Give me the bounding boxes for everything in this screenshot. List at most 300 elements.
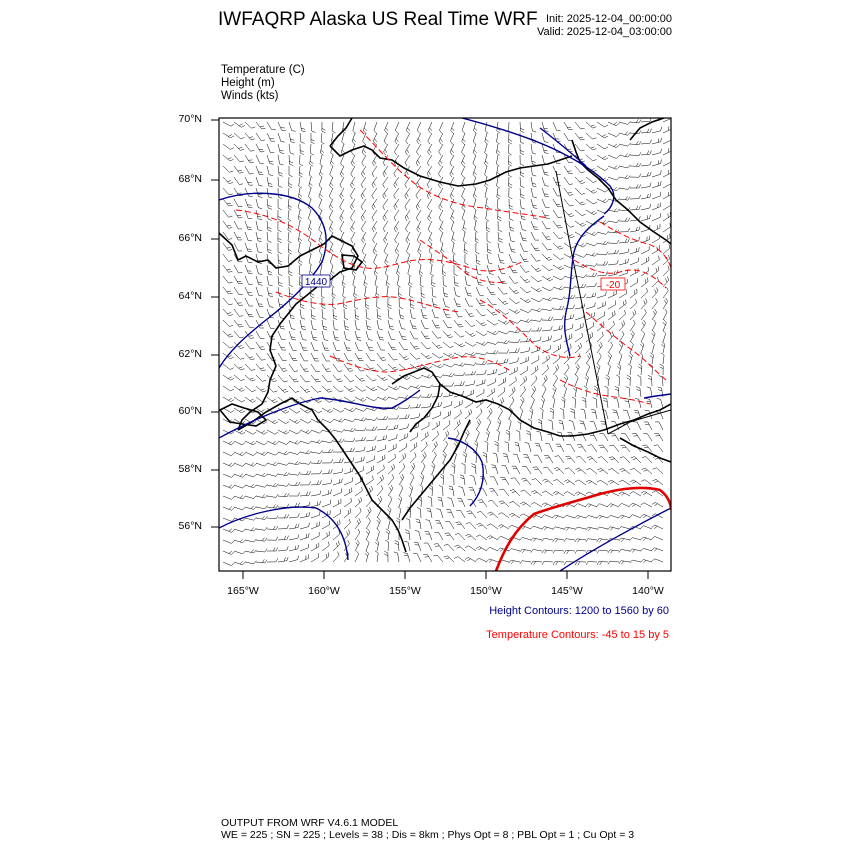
wind-barb	[487, 331, 498, 335]
wind-barb	[542, 550, 553, 554]
wind-barb	[586, 273, 597, 277]
wind-barb	[443, 431, 449, 442]
wind-barb	[223, 221, 232, 228]
wind-barb	[394, 188, 399, 199]
wind-barb	[432, 431, 439, 441]
wind-barb	[300, 309, 305, 319]
wind-barb	[278, 276, 283, 286]
wind-barb	[473, 133, 476, 144]
wind-barb	[322, 500, 331, 507]
wind-barb	[245, 144, 254, 151]
wind-barb	[620, 457, 630, 463]
wind-barb	[429, 243, 432, 254]
wind-barb	[542, 232, 551, 240]
wind-barb	[245, 539, 256, 542]
wind-barb	[351, 155, 355, 166]
wind-barb	[485, 133, 489, 144]
wind-barb	[531, 550, 542, 553]
wind-barb	[474, 199, 477, 210]
wind-barb	[496, 144, 500, 155]
wind-barb	[388, 364, 398, 370]
wind-barb	[564, 364, 569, 375]
wind-barb	[442, 265, 446, 276]
wind-barb	[256, 484, 267, 487]
wind-barb	[463, 452, 467, 463]
wind-barb	[234, 144, 244, 150]
wind-barb	[531, 265, 541, 272]
wind-barb	[410, 385, 421, 389]
wind-barb	[663, 201, 671, 210]
wind-barb	[278, 514, 289, 518]
wind-barb	[420, 276, 423, 287]
wind-barb	[476, 361, 487, 365]
wind-barb	[630, 515, 641, 518]
wind-barb	[597, 199, 608, 203]
wind-barb	[454, 287, 460, 297]
wind-barb	[590, 421, 597, 430]
wind-barb	[520, 338, 531, 342]
wind-barb	[353, 276, 356, 287]
wind-barb	[465, 320, 475, 327]
wind-barb	[388, 397, 399, 400]
wind-barb	[289, 493, 300, 497]
wind-barb	[384, 551, 388, 562]
wind-barb	[630, 268, 638, 276]
wind-barb	[333, 552, 339, 562]
wind-barb	[575, 304, 585, 310]
wind-barb	[619, 480, 630, 485]
border-lines	[556, 171, 671, 434]
wind-barb	[333, 478, 342, 485]
wind-barb	[319, 199, 322, 210]
wind-barb	[267, 452, 278, 455]
wind-barb	[652, 536, 663, 540]
wind-barb	[300, 502, 310, 507]
wind-barb	[319, 177, 322, 188]
wind-barb	[490, 477, 498, 485]
wind-barb	[553, 550, 564, 553]
wind-barb	[395, 122, 399, 133]
wind-barb	[322, 459, 333, 463]
wind-barb	[476, 320, 487, 326]
wind-barb	[395, 243, 399, 254]
wind-barb	[234, 364, 244, 370]
wind-barb	[663, 223, 670, 232]
wind-barb	[256, 353, 265, 360]
wind-barb	[455, 533, 465, 540]
wind-barb	[586, 516, 597, 519]
wind-barb	[459, 487, 465, 496]
wind-barb	[652, 256, 659, 265]
wind-barb	[627, 375, 631, 386]
wind-barb	[432, 309, 439, 318]
wind-barb	[340, 221, 344, 232]
wind-barb	[344, 438, 355, 442]
wind-barb	[267, 287, 273, 297]
wind-barb	[386, 529, 390, 540]
wind-barb	[657, 399, 663, 409]
wind-barb	[278, 525, 289, 529]
wind-barb	[564, 275, 575, 279]
wind-barb	[575, 562, 586, 566]
wind-barb	[223, 529, 234, 533]
wind-barb	[322, 479, 332, 485]
wind-barb	[619, 331, 624, 342]
wind-barb	[377, 320, 383, 330]
wind-barb	[473, 144, 477, 155]
wind-barb	[553, 265, 564, 270]
wind-barb	[421, 422, 429, 430]
wind-barb	[511, 478, 520, 485]
wind-barb	[311, 309, 316, 319]
wind-barb	[410, 375, 421, 379]
wind-barb	[383, 221, 388, 232]
wind-barb	[245, 364, 255, 371]
wind-barb	[406, 232, 410, 243]
wind-barb	[566, 444, 575, 452]
wind-barb	[417, 232, 421, 243]
wind-barb	[388, 298, 392, 309]
wind-barb	[531, 318, 542, 321]
wind-barb	[398, 496, 402, 507]
wind-barb	[531, 199, 537, 209]
wind-barb	[570, 409, 575, 419]
wind-barb	[652, 170, 661, 177]
wind-barb	[366, 466, 374, 474]
wind-barb	[509, 560, 520, 564]
wind-barb	[333, 541, 339, 551]
wind-barb	[465, 430, 469, 441]
wind-barb	[388, 464, 395, 474]
wind-barb	[223, 441, 234, 445]
wind-barb	[586, 283, 597, 287]
wind-barb	[586, 199, 597, 204]
wind-barb	[426, 520, 433, 529]
wind-barb	[234, 232, 242, 240]
wind-barb	[598, 457, 608, 463]
wind-barb	[333, 408, 344, 412]
wind-barb	[443, 441, 448, 452]
wind-barb	[533, 467, 542, 474]
wind-barb	[311, 342, 318, 351]
wind-barb	[320, 144, 324, 155]
wind-barb	[309, 166, 312, 177]
wind-barb	[278, 254, 282, 265]
wind-barb	[552, 397, 555, 408]
wind-barb	[245, 342, 255, 349]
wind-barb	[531, 232, 539, 240]
wind-barb	[498, 309, 509, 315]
wind-barb	[428, 144, 433, 155]
wind-barb	[476, 409, 482, 419]
wind-barb	[553, 122, 561, 131]
wind-barb	[300, 133, 305, 143]
wind-barb	[322, 331, 328, 341]
wind-barb	[397, 276, 400, 287]
wind-barb	[450, 177, 454, 188]
wind-barb	[234, 463, 245, 466]
wind-barb	[385, 254, 389, 265]
wind-barb	[663, 309, 667, 320]
wind-barb	[289, 265, 293, 276]
lon-label-155w: 155°W	[389, 585, 421, 597]
wind-barb	[520, 254, 529, 262]
wind-barb	[619, 503, 630, 507]
wind-barb	[641, 161, 651, 166]
wind-barb	[439, 133, 443, 144]
wind-barb	[616, 375, 619, 386]
wind-barb	[586, 504, 597, 508]
wind-barb	[362, 232, 366, 243]
temperature-contour-bold	[496, 488, 671, 571]
wind-barb	[619, 300, 626, 309]
wind-barb	[388, 454, 395, 463]
wind-barb	[610, 433, 619, 441]
wind-barb	[461, 155, 465, 166]
wind-barb	[509, 501, 520, 507]
wind-barb	[544, 455, 553, 463]
wind-barb	[300, 481, 311, 485]
wind-barb	[440, 232, 443, 243]
wind-barb	[300, 492, 311, 497]
wind-barb	[564, 527, 575, 531]
wind-barb	[234, 155, 244, 162]
wind-barb	[597, 301, 605, 309]
wind-barb	[450, 474, 454, 485]
wind-barb	[581, 409, 586, 419]
wind-barb	[374, 254, 378, 265]
map-frame	[219, 118, 671, 571]
wind-barb	[388, 496, 392, 507]
wind-barb	[473, 166, 477, 177]
wind-barb	[498, 331, 509, 334]
wind-barb	[575, 539, 586, 543]
wind-barb	[289, 287, 293, 298]
wind-barb	[289, 534, 299, 540]
wind-barb	[311, 543, 319, 551]
wind-barb	[344, 419, 355, 422]
wind-barb	[476, 547, 487, 551]
wind-barb	[485, 122, 488, 133]
wind-barb	[278, 353, 287, 361]
wind-barb	[289, 452, 300, 455]
wind-barb	[575, 550, 586, 553]
wind-barb	[441, 243, 445, 254]
wind-barb	[223, 265, 232, 272]
wind-barb	[542, 365, 549, 375]
wind-barb	[443, 298, 450, 307]
wind-barb	[564, 539, 575, 542]
wind-barb	[520, 188, 525, 198]
wind-barb	[223, 254, 232, 261]
wind-barb	[476, 535, 487, 540]
wind-barbs	[223, 114, 671, 565]
wind-barb	[267, 483, 278, 487]
wind-barb	[256, 287, 263, 296]
wind-barb	[344, 448, 355, 452]
wind-barb	[377, 465, 384, 474]
wind-barb	[538, 419, 542, 430]
wind-barb	[487, 350, 498, 354]
wind-barb	[245, 188, 253, 196]
wind-barb	[289, 155, 293, 166]
wind-barb	[383, 166, 388, 177]
wind-barb	[443, 452, 447, 463]
wind-barb	[234, 221, 242, 229]
wind-barb	[245, 561, 256, 564]
wind-barb	[531, 376, 537, 386]
wind-barb	[342, 276, 346, 287]
wind-barb	[311, 553, 319, 562]
wind-barb	[641, 129, 652, 133]
wind-barb	[278, 504, 289, 508]
wind-barb	[542, 561, 553, 565]
wind-barb	[502, 466, 510, 475]
wind-barb	[465, 380, 475, 386]
wind-barb	[289, 524, 299, 529]
wind-barb	[520, 376, 527, 386]
wind-barb	[652, 479, 663, 485]
wind-barb	[520, 232, 527, 241]
wind-barb	[454, 363, 465, 367]
wind-barb	[300, 353, 308, 361]
wind-barb	[454, 420, 460, 430]
wind-barb	[553, 232, 563, 239]
wind-barb	[619, 218, 630, 222]
wind-barb	[223, 144, 234, 149]
wind-barb	[278, 210, 282, 221]
wind-barb	[355, 397, 366, 401]
wind-barb	[399, 364, 410, 370]
wind-barb	[289, 545, 299, 551]
wind-barb	[223, 507, 234, 511]
wind-barb	[350, 210, 355, 221]
wind-barb	[520, 386, 526, 397]
wind-barb	[289, 122, 296, 131]
wind-barb	[454, 298, 461, 307]
wind-barb	[245, 199, 252, 208]
wind-barb	[632, 434, 641, 442]
wind-barb	[267, 515, 278, 518]
wind-barb	[586, 144, 596, 150]
wind-barb	[608, 177, 619, 180]
wind-barb	[575, 504, 586, 507]
wind-barb	[443, 411, 451, 419]
wind-barb	[377, 331, 384, 340]
wind-barb	[542, 297, 553, 301]
wind-barb	[478, 500, 487, 507]
wind-barb	[531, 155, 536, 165]
wind-barb	[439, 485, 443, 496]
wind-barb	[300, 320, 306, 330]
wind-barb	[594, 386, 598, 397]
wind-barb	[245, 353, 255, 360]
wind-barb	[353, 122, 356, 133]
wind-barb	[322, 449, 333, 453]
wind-barb	[542, 375, 547, 386]
temperature-contours	[236, 130, 671, 404]
wind-barb	[267, 430, 278, 434]
wind-barb	[310, 155, 314, 166]
wind-barb	[509, 397, 514, 408]
wind-barb	[256, 199, 262, 209]
wind-barb	[564, 515, 575, 518]
wind-barb	[405, 210, 410, 221]
wind-barb	[366, 540, 369, 551]
wind-barb	[465, 352, 476, 356]
wind-barb	[509, 199, 513, 210]
wind-barb	[223, 408, 234, 413]
wind-barb	[267, 243, 272, 253]
wind-barb	[256, 232, 262, 242]
wind-barb	[399, 405, 410, 409]
wind-barb	[476, 342, 487, 346]
wind-barb	[487, 265, 494, 274]
wind-barb	[355, 408, 366, 411]
wind-barb	[223, 331, 233, 337]
field-label-height: Height (m)	[221, 77, 275, 89]
wind-barb	[509, 358, 518, 364]
wind-barb	[351, 166, 355, 177]
wind-barb	[630, 549, 641, 553]
wind-barb	[278, 462, 289, 465]
wind-barb	[245, 441, 256, 445]
wind-barb	[245, 287, 253, 295]
wind-barb	[366, 320, 371, 330]
wind-barb	[417, 133, 421, 144]
wind-barb	[343, 287, 346, 298]
wind-barb	[553, 344, 561, 353]
wind-barb	[663, 147, 671, 155]
wind-barb	[374, 122, 377, 133]
wind-barb	[497, 133, 500, 144]
wind-barb	[245, 177, 253, 185]
wind-barb	[421, 353, 432, 359]
wind-barb	[476, 379, 485, 386]
wind-barb	[234, 474, 245, 478]
wind-barb	[626, 387, 631, 397]
wind-barb	[540, 408, 543, 419]
wind-barb	[308, 210, 311, 221]
wind-barb	[641, 299, 647, 309]
wind-barb	[399, 433, 407, 441]
lat-label-58: 58°N	[178, 463, 202, 475]
wind-barb	[245, 243, 252, 252]
wind-barb	[465, 390, 474, 397]
wind-barb	[322, 320, 327, 330]
wind-barb	[366, 529, 370, 540]
wind-barb	[406, 133, 410, 144]
wind-barb	[234, 539, 245, 543]
wind-barb	[575, 333, 582, 342]
wind-barb	[399, 485, 403, 496]
wind-barb	[597, 144, 608, 149]
wind-barb	[267, 144, 274, 153]
wind-barb	[522, 466, 531, 474]
wind-barb	[521, 490, 532, 496]
wind-barb	[572, 397, 576, 408]
wind-barb	[465, 287, 472, 296]
wind-barb	[652, 160, 661, 167]
wind-barb	[278, 177, 282, 188]
wind-barb	[520, 537, 531, 540]
wind-barb	[531, 337, 541, 342]
wind-barb	[421, 452, 426, 463]
wind-barb	[485, 155, 489, 166]
wind-barb	[364, 276, 368, 287]
wind-barb	[300, 364, 309, 372]
wind-barb	[542, 254, 552, 260]
